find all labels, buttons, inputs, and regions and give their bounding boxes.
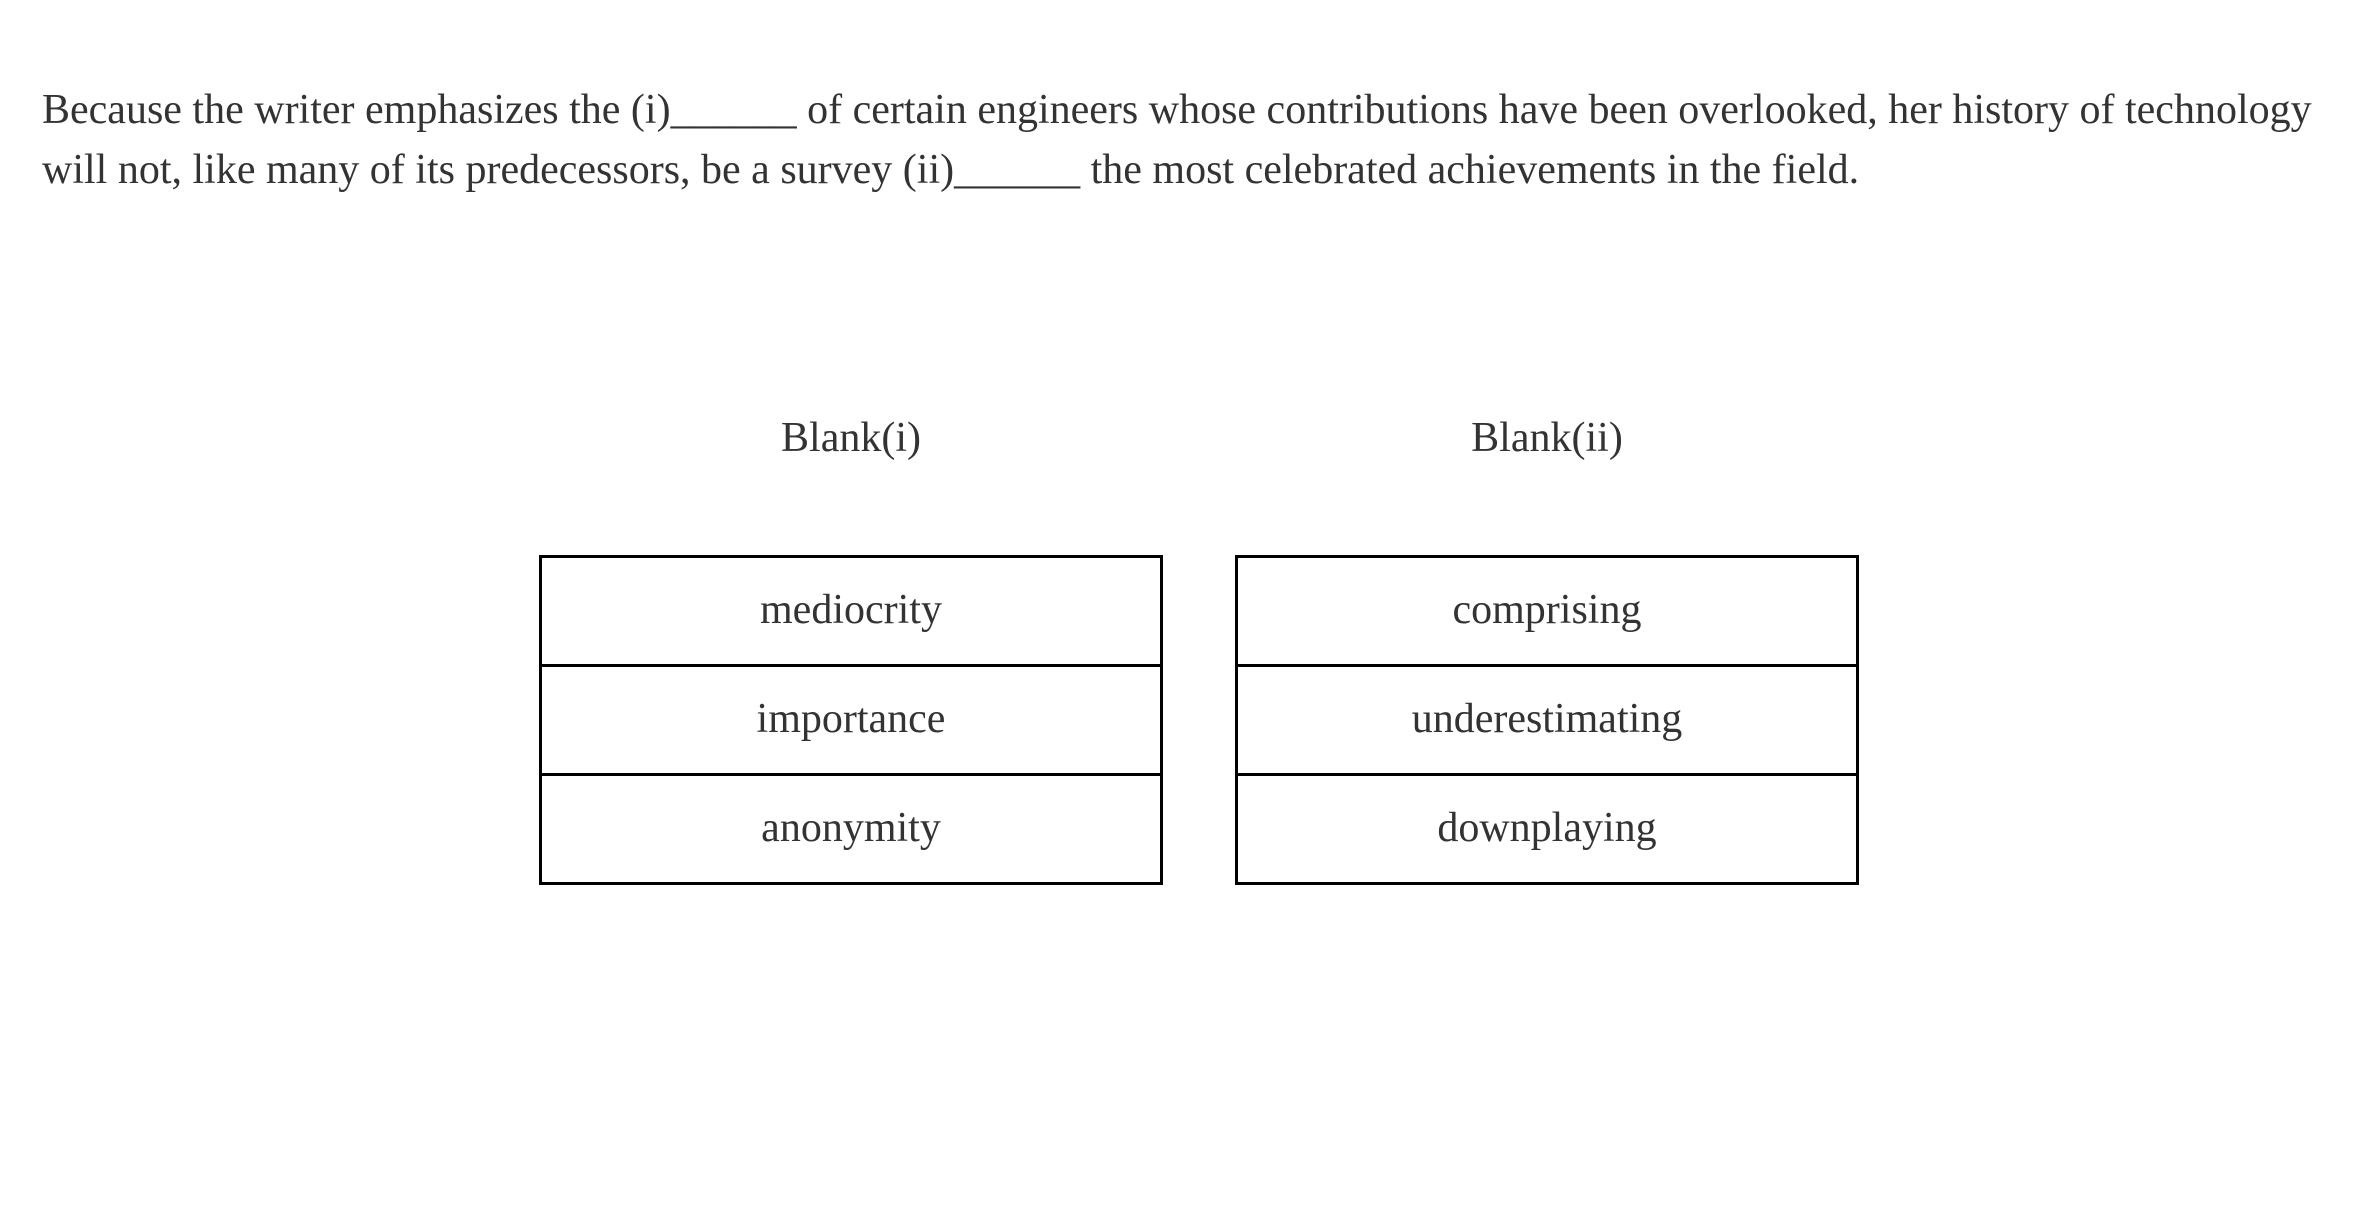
question-text bbox=[42, 80, 2342, 200]
blank-ii-option-downplaying[interactable]: downplaying bbox=[1238, 773, 1856, 882]
blank-i-placeholder: ______ bbox=[670, 87, 797, 133]
blank-i-label: Blank(i) bbox=[781, 415, 921, 461]
blank-i-option-anonymity[interactable]: anonymity bbox=[542, 773, 1160, 882]
blank-i-options bbox=[539, 555, 1163, 885]
blank-ii-option-comprising[interactable]: comprising bbox=[1452, 587, 1642, 633]
blank-i-group bbox=[539, 408, 1163, 885]
question-part: of certain engineers whose contributions have been overlooked, her history of technology will not, like many of its predecessors, be a survey (ii) bbox=[42, 87, 2312, 193]
blank-ii-placeholder: ______ bbox=[954, 147, 1081, 193]
blank-ii-options bbox=[1235, 555, 1859, 885]
blank-i-option-importance[interactable]: importance bbox=[542, 664, 1160, 773]
question-part: Because the writer emphasizes the (i) bbox=[42, 87, 671, 133]
question-part: the most celebrated achievements in the field. bbox=[1080, 147, 1860, 193]
blank-i-option-mediocrity[interactable]: mediocrity bbox=[760, 587, 942, 633]
blank-ii-group bbox=[1235, 408, 1859, 885]
blank-ii-option-underestimating[interactable]: underestimating bbox=[1238, 664, 1856, 773]
blank-ii-label: Blank(ii) bbox=[1471, 415, 1623, 461]
